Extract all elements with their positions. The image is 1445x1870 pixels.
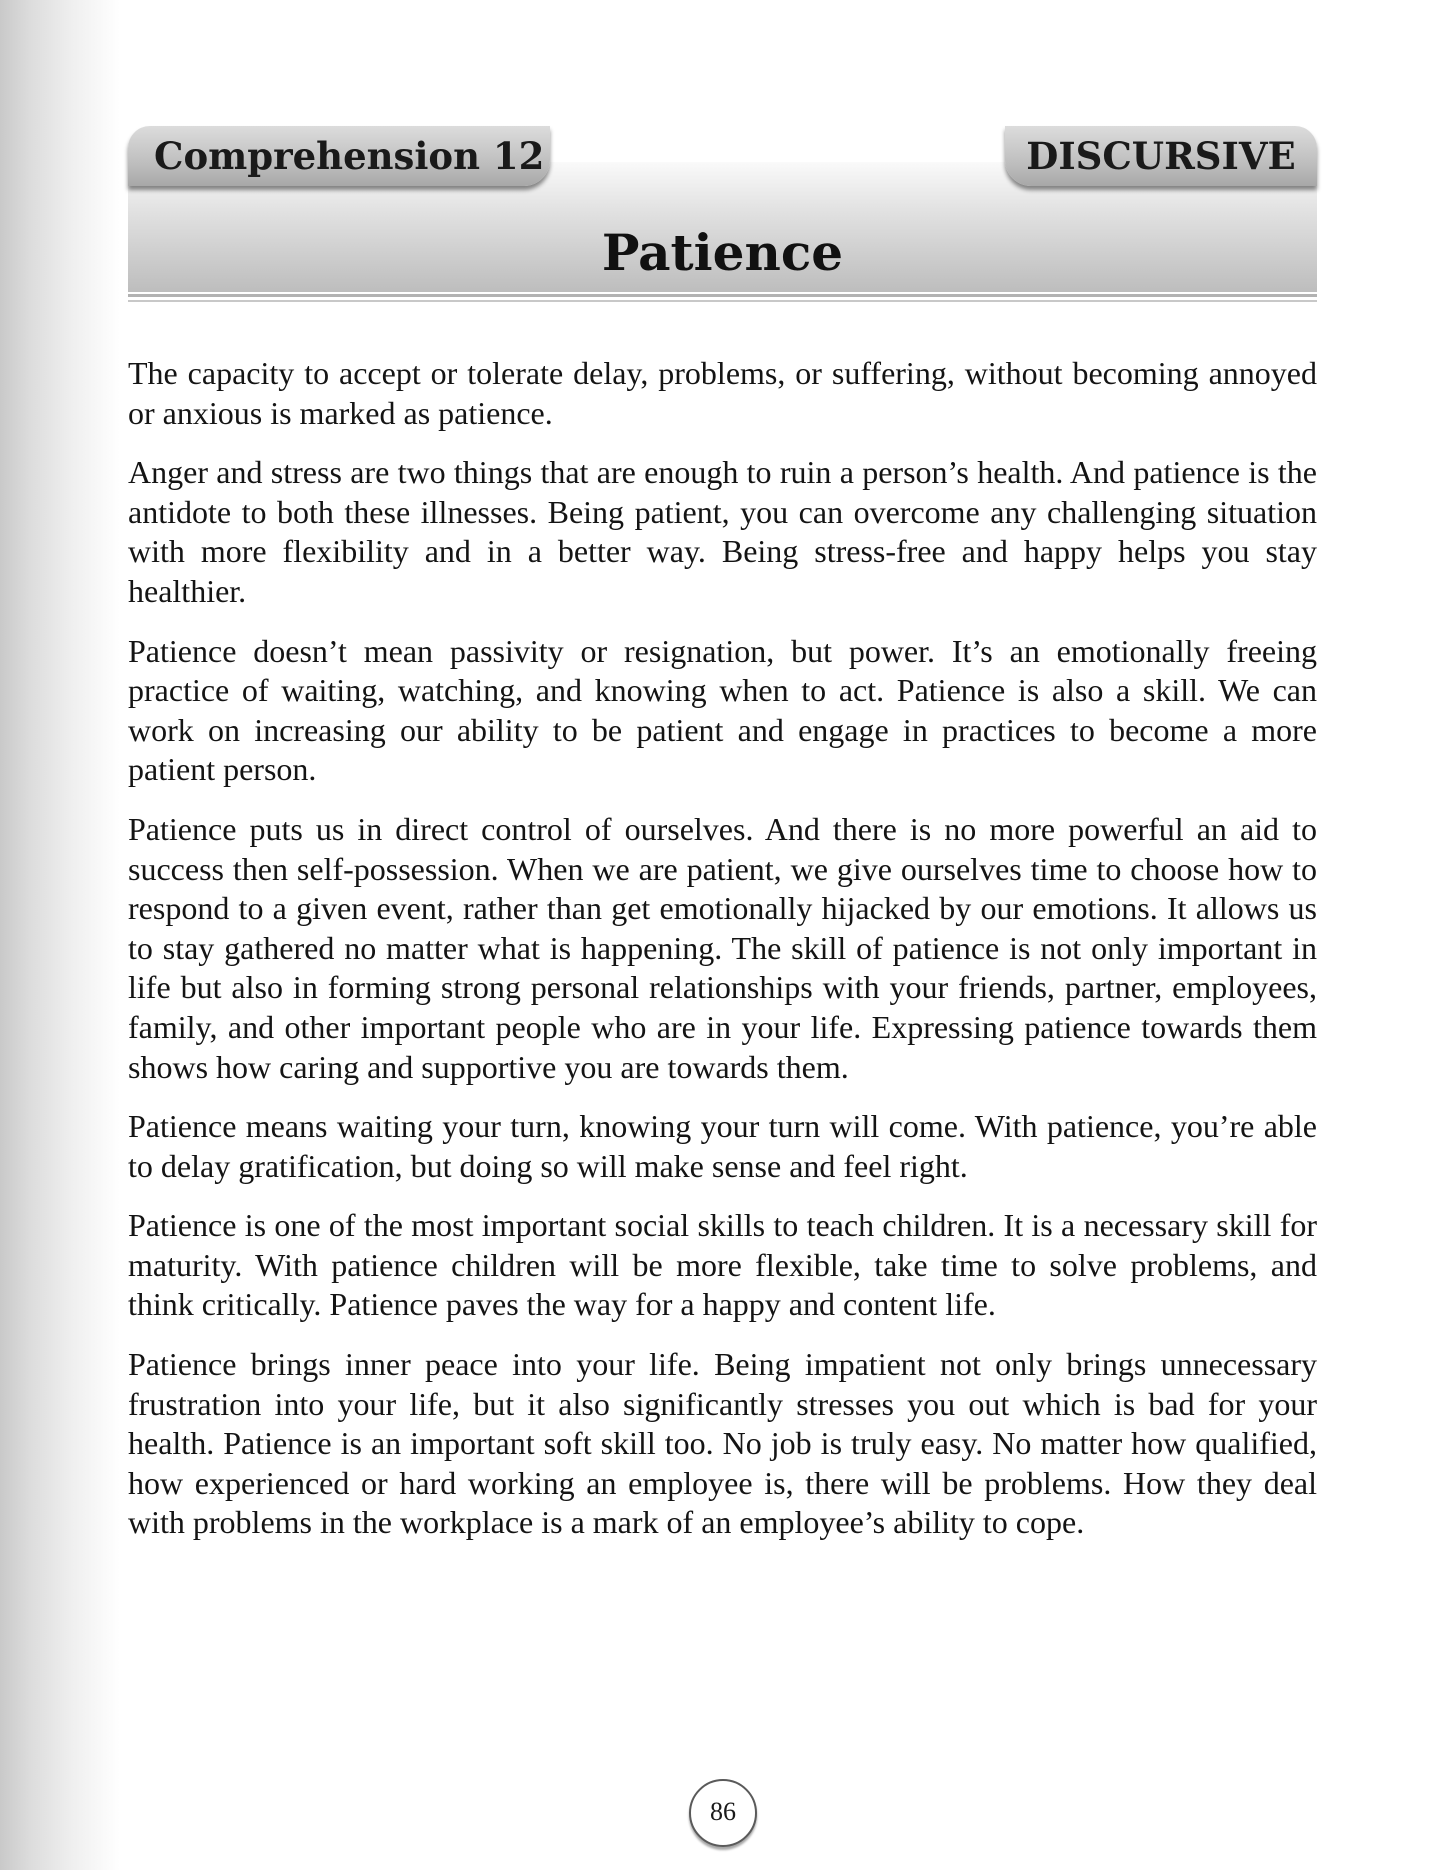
paragraph-4: Patience puts us in direct control of ourselves. And there is no more powerful an aid to success then self-possession. When we are patient, we give ourselves time to choose how to respond to a given event, rather than get emotionally hijacked by our emotions. It allows us to stay gathered no matter what is happening. The skill of patience is not only important in life but also in forming strong personal relationships with your friends, partner, employees, family, and other important people who are in your life. Expressing patience towards them shows how caring and supportive you are towards them. <box>128 810 1317 1085</box>
page-number-badge: 86 <box>689 1779 757 1847</box>
header-rule <box>128 294 1317 297</box>
passage-body <box>128 354 1317 1563</box>
page-title: Patience <box>601 223 844 282</box>
paragraph-7: Patience brings inner peace into your life. Being impatient not only brings unnecessary frustration into your life, but it also significantly stresses you out which is bad for your health. Patience is an important soft skill too. No job is truly easy. No matter how qualified, how experienced or hard working an employee is, there will be problems. How they deal with problems in the workplace is a mark of an employee’s ability to cope. <box>128 1346 1317 1541</box>
paragraph-6: Patience is one of the most important social skills to teach children. It is a necessary skill for maturity. With patience children will be more flexible, take time to solve problems, and think critically. Patience paves the way for a happy and content life. <box>128 1207 1317 1323</box>
paragraph-2: Anger and stress are two things that are enough to ruin a person’s health. And patience is the antidote to both these illnesses. Being patient, you can overcome any challenging situation with more flexibility and in a better way. Being stress-free and happy helps you stay healthier. <box>128 454 1317 609</box>
paragraph-1: The capacity to accept or tolerate delay, problems, or suffering, without becoming annoyed or anxious is marked as patience. <box>128 355 1317 431</box>
paragraph-3: Patience doesn’t mean passivity or resignation, but power. It’s an emotionally freeing practice of waiting, watching, and knowing when to act. Patience is also a skill. We can work on increasing our ability to be patient and engage in practices to become a more patient person. <box>128 632 1317 788</box>
header-rule-thin <box>128 300 1317 302</box>
paragraph-5: Patience means waiting your turn, knowing your turn will come. With patience, you’re able to delay gratification, but doing so will make sense and feel right. <box>128 1108 1317 1184</box>
chapter-header <box>128 126 1317 307</box>
page-binding-shadow <box>0 0 120 1870</box>
category-label-tab: DISCURSIVE <box>1005 126 1317 186</box>
section-label-tab: Comprehension 12 <box>128 126 550 186</box>
